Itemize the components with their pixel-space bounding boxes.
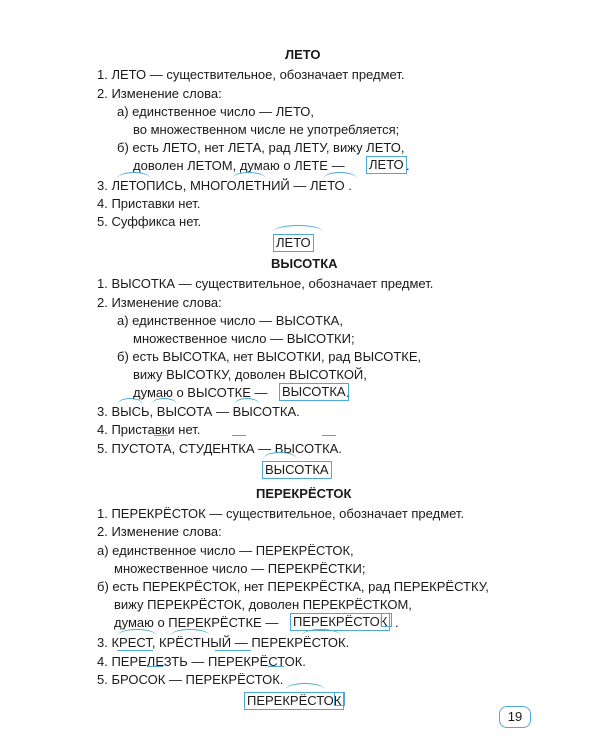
empty-ending-box	[381, 613, 392, 627]
vysotka-line-6: вижу ВЫСОТКУ, доволен ВЫСОТКОЙ,	[133, 367, 367, 382]
perekrestok-line-7-dot: .	[395, 615, 399, 630]
root-arc	[117, 172, 151, 179]
suffix-mark	[154, 435, 168, 436]
root-arc	[323, 172, 357, 179]
vysotka-line-10: 5. ПУСТОТА, СТУДЕНТКА — ВЫСОТКА.	[97, 441, 342, 456]
suffix-mark	[268, 666, 284, 667]
vysotka-line-9: 4. Приставки нет.	[97, 422, 201, 437]
vysotka-line-2: 2. Изменение слова:	[97, 295, 222, 310]
leto-line-9: 5. Суффикса нет.	[97, 214, 202, 229]
perekrestok-line-4: множественное число — ПЕРЕКРЁСТКИ;	[114, 561, 366, 576]
suffix-mark	[147, 666, 163, 667]
leto-line-3: а) единственное число — ЛЕТО,	[117, 104, 315, 119]
leto-line-2: 2. Изменение слова:	[97, 86, 222, 101]
leto-line-1: 1. ЛЕТО — существительное, обозначает предмет.	[97, 67, 405, 82]
vysotka-line-4: множественное число — ВЫСОТКИ;	[133, 331, 355, 346]
perekrestok-word-box: ПЕРЕКРЁСТОК	[244, 692, 344, 710]
page-number: 19	[499, 706, 531, 728]
perekrestok-line-2: 2. Изменение слова:	[97, 524, 222, 539]
vysotka-line-8: 3. ВЫСЬ, ВЫСОТА — ВЫСОТКА.	[97, 404, 300, 419]
prefix-mark	[215, 650, 251, 651]
perekrestok-line-8: 3. КРЕСТ, КРЁСТНЫЙ — ПЕРЕКРЁСТОК.	[97, 635, 350, 650]
prefix-mark	[117, 650, 153, 651]
vysotka-line-1: 1. ВЫСОТКА — существительное, обозначает предмет.	[97, 276, 434, 291]
root-arc	[117, 629, 157, 636]
suffix-mark	[232, 435, 246, 436]
vysotka-word-box: ВЫСОТКА	[262, 461, 332, 479]
root-arc	[234, 398, 260, 405]
vysotka-line-5: б) есть ВЫСОТКА, нет ВЫСОТКИ, рад ВЫСОТКЕ,	[117, 349, 422, 364]
empty-ending-box	[334, 692, 345, 706]
leto-ending-box: ЛЕТО	[366, 156, 407, 174]
suffix-mark	[322, 435, 336, 436]
leto-line-6-dot: .	[406, 158, 410, 173]
root-arc	[232, 172, 266, 179]
root-arc	[285, 683, 325, 690]
leto-line-6: доволен ЛЕТОМ, думаю о ЛЕТЕ —	[133, 158, 345, 173]
perekrestok-line-3: а) единственное число — ПЕРЕКРЁСТОК,	[97, 543, 354, 558]
perekrestok-ending-box: ПЕРЕКРЁСТОК	[290, 613, 390, 631]
perekrestok-line-5: б) есть ПЕРЕКРЁСТОК, нет ПЕРЕКРЁСТКА, рад ПЕРЕКРЁСТКУ,	[97, 579, 489, 594]
perekrestok-line-1: 1. ПЕРЕКРЁСТОК — существительное, обозначает предмет.	[97, 506, 465, 521]
root-arc	[117, 398, 143, 405]
section-title-perekrestok: ПЕРЕКРЁСТОК	[256, 486, 352, 501]
leto-line-8: 4. Приставки нет.	[97, 196, 201, 211]
root-arc	[273, 225, 323, 232]
leto-line-5: б) есть ЛЕТО, нет ЛЕТА, рад ЛЕТУ, вижу ЛЕТО,	[117, 140, 405, 155]
perekrestok-line-6: вижу ПЕРЕКРЁСТОК, доволен ПЕРЕКРЁСТКОМ,	[114, 597, 412, 612]
root-arc	[301, 629, 341, 636]
vysotka-ending-box: ВЫСОТКА	[279, 383, 349, 401]
perekrestok-line-7: думаю о ПЕРЕКРЁСТКЕ —	[114, 615, 279, 630]
root-arc	[151, 398, 177, 405]
vysotka-line-7: думаю о ВЫСОТКЕ —	[133, 385, 268, 400]
section-title-vysotka: ВЫСОТКА	[271, 256, 338, 271]
section-title-leto: ЛЕТО	[285, 47, 321, 62]
root-arc	[170, 629, 210, 636]
vysotka-line-3: а) единственное число — ВЫСОТКА,	[117, 313, 343, 328]
perekrestok-line-10: 5. БРОСОК — ПЕРЕКРЁСТОК.	[97, 672, 284, 687]
leto-line-4: во множественном числе не употребляется;	[133, 122, 400, 137]
leto-word-box: ЛЕТО	[273, 234, 314, 252]
leto-line-7: 3. ЛЕТОПИСЬ, МНОГОЛЕТНИЙ — ЛЕТО .	[97, 178, 352, 193]
root-arc	[263, 452, 297, 459]
vysotka-line-7-dot: .	[346, 385, 350, 400]
perekrestok-line-9: 4. ПЕРЕЛЕЗТЬ — ПЕРЕКРЁСТОК.	[97, 654, 306, 669]
